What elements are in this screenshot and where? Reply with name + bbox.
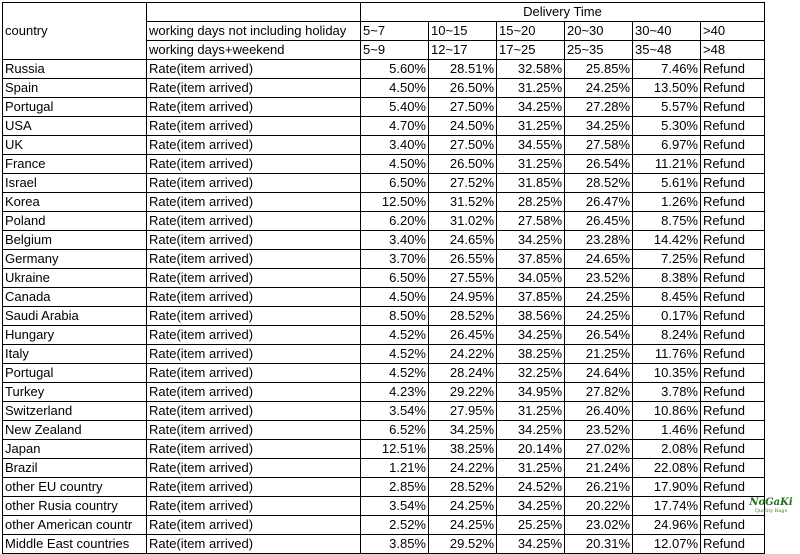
table-row [3, 516, 765, 535]
refund-cell[interactable]: Refund [701, 231, 765, 250]
rate-value-cell[interactable]: 32.58% [497, 60, 565, 79]
rate-value-cell[interactable]: 13.50% [633, 79, 701, 98]
country-cell[interactable]: other Rusia country [3, 497, 147, 516]
rate-value-cell[interactable]: 24.25% [565, 307, 633, 326]
rate-value-cell[interactable]: 27.95% [429, 402, 497, 421]
rate-value-cell[interactable]: 4.50% [361, 288, 429, 307]
rate-label-cell[interactable]: Rate(item arrived) [147, 117, 361, 136]
rate-value-cell[interactable]: 38.25% [497, 345, 565, 364]
rate-value-cell[interactable]: 34.25% [497, 326, 565, 345]
country-cell[interactable]: Middle East countries [3, 535, 147, 554]
country-cell[interactable]: Portugal [3, 98, 147, 117]
rate-value-cell[interactable]: 3.70% [361, 250, 429, 269]
rate-value-cell[interactable]: 37.85% [497, 250, 565, 269]
country-cell[interactable]: Italy [3, 345, 147, 364]
table-row [3, 459, 765, 478]
rate-label-cell[interactable]: Rate(item arrived) [147, 79, 361, 98]
rate-label-cell[interactable]: Rate(item arrived) [147, 516, 361, 535]
country-cell[interactable]: Switzerland [3, 402, 147, 421]
delivery-time-header[interactable]: Delivery Time [361, 3, 765, 22]
rate-value-cell[interactable]: 8.50% [361, 307, 429, 326]
rate-value-cell[interactable]: 34.95% [497, 383, 565, 402]
country-cell[interactable]: Canada [3, 288, 147, 307]
rate-label-cell[interactable]: Rate(item arrived) [147, 440, 361, 459]
rate-value-cell[interactable]: 23.02% [565, 516, 633, 535]
range-weekend-3[interactable]: 17~25 [497, 41, 565, 60]
rate-value-cell[interactable]: 31.02% [429, 212, 497, 231]
table-row [3, 212, 765, 231]
rate-value-cell[interactable]: 31.25% [497, 459, 565, 478]
rate-value-cell[interactable]: 11.21% [633, 155, 701, 174]
rate-value-cell[interactable]: 31.85% [497, 174, 565, 193]
country-cell[interactable]: Spain [3, 79, 147, 98]
rate-value-cell[interactable]: 31.25% [497, 402, 565, 421]
rate-value-cell[interactable]: 24.50% [429, 117, 497, 136]
rate-value-cell[interactable]: 23.52% [565, 421, 633, 440]
country-cell[interactable]: Germany [3, 250, 147, 269]
rate-value-cell[interactable]: 1.46% [633, 421, 701, 440]
rate-value-cell[interactable]: 4.50% [361, 155, 429, 174]
rate-value-cell[interactable]: 4.23% [361, 383, 429, 402]
refund-cell[interactable]: Refund [701, 535, 765, 554]
rate-value-cell[interactable]: 24.25% [429, 516, 497, 535]
rate-value-cell[interactable]: 27.58% [497, 212, 565, 231]
rate-value-cell[interactable]: 20.22% [565, 497, 633, 516]
rate-value-cell[interactable]: 27.58% [565, 136, 633, 155]
refund-cell[interactable]: Refund [701, 155, 765, 174]
rate-label-cell[interactable]: Rate(item arrived) [147, 459, 361, 478]
rate-value-cell[interactable]: 3.78% [633, 383, 701, 402]
rate-value-cell[interactable]: 0.17% [633, 307, 701, 326]
delivery-time-table [2, 2, 765, 554]
rate-value-cell[interactable]: 28.25% [497, 193, 565, 212]
rate-value-cell[interactable]: 24.52% [497, 478, 565, 497]
range-working-6[interactable]: >40 [701, 22, 765, 41]
rate-value-cell[interactable]: 24.65% [565, 250, 633, 269]
rate-value-cell[interactable]: 27.52% [429, 174, 497, 193]
table-row [3, 478, 765, 497]
rate-value-cell[interactable]: 24.65% [429, 231, 497, 250]
rate-value-cell[interactable]: 21.24% [565, 459, 633, 478]
rate-value-cell[interactable]: 6.50% [361, 269, 429, 288]
country-cell[interactable]: Israel [3, 174, 147, 193]
rate-value-cell[interactable]: 27.50% [429, 98, 497, 117]
country-cell[interactable]: Saudi Arabia [3, 307, 147, 326]
rate-value-cell[interactable]: 31.25% [497, 79, 565, 98]
rate-value-cell[interactable]: 5.30% [633, 117, 701, 136]
rate-value-cell[interactable]: 24.25% [565, 288, 633, 307]
rate-label-cell[interactable]: Rate(item arrived) [147, 193, 361, 212]
rate-value-cell[interactable]: 26.54% [565, 326, 633, 345]
country-cell[interactable]: Korea [3, 193, 147, 212]
rate-value-cell[interactable]: 12.51% [361, 440, 429, 459]
rate-value-cell[interactable]: 24.96% [633, 516, 701, 535]
rate-label-cell[interactable]: Rate(item arrived) [147, 307, 361, 326]
country-cell[interactable]: UK [3, 136, 147, 155]
refund-cell[interactable]: Refund [701, 345, 765, 364]
rate-value-cell[interactable]: 3.40% [361, 231, 429, 250]
refund-cell[interactable]: Refund [701, 459, 765, 478]
rate-value-cell[interactable]: 24.22% [429, 345, 497, 364]
rate-value-cell[interactable]: 17.90% [633, 478, 701, 497]
range-weekend-6[interactable]: >48 [701, 41, 765, 60]
rate-value-cell[interactable]: 14.42% [633, 231, 701, 250]
table-row [3, 250, 765, 269]
table-row [3, 231, 765, 250]
rate-value-cell[interactable]: 31.52% [429, 193, 497, 212]
table-row [3, 136, 765, 155]
rate-value-cell[interactable]: 12.50% [361, 193, 429, 212]
rate-label-cell[interactable]: Rate(item arrived) [147, 250, 361, 269]
rate-value-cell[interactable]: 4.50% [361, 79, 429, 98]
rate-value-cell[interactable]: 10.86% [633, 402, 701, 421]
country-cell[interactable]: other EU country [3, 478, 147, 497]
rate-value-cell[interactable]: 7.25% [633, 250, 701, 269]
table-row [3, 174, 765, 193]
country-cell[interactable]: Japan [3, 440, 147, 459]
rate-value-cell[interactable]: 10.35% [633, 364, 701, 383]
rate-value-cell[interactable]: 4.52% [361, 326, 429, 345]
rate-value-cell[interactable]: 20.31% [565, 535, 633, 554]
rate-value-cell[interactable]: 38.25% [429, 440, 497, 459]
rate-value-cell[interactable]: 5.60% [361, 60, 429, 79]
working-days-label[interactable]: working days not including holiday [147, 22, 361, 41]
table-row [3, 326, 765, 345]
rate-value-cell[interactable]: 38.56% [497, 307, 565, 326]
rate-value-cell[interactable]: 2.85% [361, 478, 429, 497]
refund-cell[interactable]: Refund [701, 516, 765, 535]
table-row [3, 193, 765, 212]
logo-subtext: Quality Bags [754, 508, 788, 514]
rate-value-cell[interactable]: 34.25% [565, 117, 633, 136]
refund-cell[interactable]: Refund [701, 269, 765, 288]
rate-value-cell[interactable]: 1.21% [361, 459, 429, 478]
refund-cell[interactable]: Refund [701, 307, 765, 326]
rate-label-cell[interactable]: Rate(item arrived) [147, 155, 361, 174]
range-weekend-2[interactable]: 12~17 [429, 41, 497, 60]
rate-value-cell[interactable]: 6.50% [361, 174, 429, 193]
rate-value-cell[interactable]: 34.25% [497, 497, 565, 516]
rate-value-cell[interactable]: 24.64% [565, 364, 633, 383]
range-working-4[interactable]: 20~30 [565, 22, 633, 41]
table-row [3, 98, 765, 117]
range-working-1[interactable]: 5~7 [361, 22, 429, 41]
rate-value-cell[interactable]: 27.55% [429, 269, 497, 288]
rate-label-cell[interactable]: Rate(item arrived) [147, 497, 361, 516]
table-row [3, 345, 765, 364]
rate-label-cell[interactable]: Rate(item arrived) [147, 478, 361, 497]
rate-value-cell[interactable]: 27.50% [429, 136, 497, 155]
rate-value-cell[interactable]: 29.22% [429, 383, 497, 402]
rate-value-cell[interactable]: 28.52% [429, 307, 497, 326]
rate-value-cell[interactable]: 28.52% [429, 478, 497, 497]
country-cell[interactable]: Portugal [3, 364, 147, 383]
table-row [3, 364, 765, 383]
rate-value-cell[interactable]: 6.97% [633, 136, 701, 155]
rate-value-cell[interactable]: 26.50% [429, 155, 497, 174]
rate-value-cell[interactable]: 22.08% [633, 459, 701, 478]
rate-label-cell[interactable]: Rate(item arrived) [147, 326, 361, 345]
country-cell[interactable]: Poland [3, 212, 147, 231]
rate-value-cell[interactable]: 26.21% [565, 478, 633, 497]
rate-value-cell[interactable]: 26.50% [429, 79, 497, 98]
country-cell[interactable]: Ukraine [3, 269, 147, 288]
rate-value-cell[interactable]: 4.52% [361, 364, 429, 383]
rate-value-cell[interactable]: 1.26% [633, 193, 701, 212]
refund-cell[interactable]: Refund [701, 250, 765, 269]
table-row [3, 155, 765, 174]
rate-value-cell[interactable]: 24.25% [565, 79, 633, 98]
rate-value-cell[interactable]: 31.25% [497, 155, 565, 174]
range-working-5[interactable]: 30~40 [633, 22, 701, 41]
logo-text: NoGaKi [749, 497, 793, 508]
rate-value-cell[interactable]: 3.40% [361, 136, 429, 155]
table-row [3, 383, 765, 402]
rate-label-cell[interactable]: Rate(item arrived) [147, 212, 361, 231]
rate-label-cell[interactable]: Rate(item arrived) [147, 98, 361, 117]
rate-value-cell[interactable]: 2.08% [633, 440, 701, 459]
country-cell[interactable]: Belgium [3, 231, 147, 250]
rate-value-cell[interactable]: 26.47% [565, 193, 633, 212]
rate-value-cell[interactable]: 2.52% [361, 516, 429, 535]
rate-value-cell[interactable]: 34.55% [497, 136, 565, 155]
refund-cell[interactable]: Refund [701, 117, 765, 136]
range-weekend-4[interactable]: 25~35 [565, 41, 633, 60]
rate-value-cell[interactable]: 20.14% [497, 440, 565, 459]
rate-value-cell[interactable]: 24.95% [429, 288, 497, 307]
country-cell[interactable]: USA [3, 117, 147, 136]
range-weekend-5[interactable]: 35~48 [633, 41, 701, 60]
table-row [3, 269, 765, 288]
rate-value-cell[interactable]: 5.40% [361, 98, 429, 117]
table-row [3, 117, 765, 136]
table-row [3, 402, 765, 421]
header-row-title [3, 3, 765, 22]
rate-value-cell[interactable]: 3.54% [361, 497, 429, 516]
rate-value-cell[interactable]: 28.52% [565, 174, 633, 193]
rate-value-cell[interactable]: 21.25% [565, 345, 633, 364]
refund-cell[interactable]: Refund [701, 421, 765, 440]
rate-label-cell[interactable]: Rate(item arrived) [147, 60, 361, 79]
rate-value-cell[interactable]: 34.25% [497, 535, 565, 554]
weekend-days-label[interactable]: working days+weekend [147, 41, 361, 60]
refund-cell[interactable]: Refund [701, 60, 765, 79]
refund-cell[interactable]: Refund [701, 497, 765, 516]
refund-cell[interactable]: Refund [701, 364, 765, 383]
country-cell[interactable]: Brazil [3, 459, 147, 478]
rate-value-cell[interactable]: 26.54% [565, 155, 633, 174]
table-row [3, 497, 765, 516]
rate-value-cell[interactable]: 24.25% [429, 497, 497, 516]
header-empty-cell[interactable] [147, 3, 361, 22]
rate-value-cell[interactable]: 34.25% [497, 421, 565, 440]
rate-label-cell[interactable]: Rate(item arrived) [147, 288, 361, 307]
range-weekend-1[interactable]: 5~9 [361, 41, 429, 60]
rate-value-cell[interactable]: 27.02% [565, 440, 633, 459]
table-row [3, 79, 765, 98]
refund-cell[interactable]: Refund [701, 174, 765, 193]
rate-label-cell[interactable]: Rate(item arrived) [147, 364, 361, 383]
rate-value-cell[interactable]: 27.28% [565, 98, 633, 117]
rate-label-cell[interactable]: Rate(item arrived) [147, 421, 361, 440]
refund-cell[interactable]: Refund [701, 193, 765, 212]
refund-cell[interactable]: Refund [701, 383, 765, 402]
country-header[interactable]: country [3, 3, 147, 60]
rate-value-cell[interactable]: 34.25% [497, 231, 565, 250]
range-working-2[interactable]: 10~15 [429, 22, 497, 41]
rate-value-cell[interactable]: 23.28% [565, 231, 633, 250]
rate-label-cell[interactable]: Rate(item arrived) [147, 174, 361, 193]
table-row [3, 440, 765, 459]
refund-cell[interactable]: Refund [701, 402, 765, 421]
refund-cell[interactable]: Refund [701, 212, 765, 231]
table-row [3, 288, 765, 307]
rate-value-cell[interactable]: 27.82% [565, 383, 633, 402]
rate-label-cell[interactable]: Rate(item arrived) [147, 345, 361, 364]
rate-value-cell[interactable]: 8.45% [633, 288, 701, 307]
table-row [3, 60, 765, 79]
rate-value-cell[interactable]: 4.70% [361, 117, 429, 136]
rate-value-cell[interactable]: 8.38% [633, 269, 701, 288]
rate-value-cell[interactable]: 26.40% [565, 402, 633, 421]
rate-value-cell[interactable]: 12.07% [633, 535, 701, 554]
country-cell[interactable]: other American countr [3, 516, 147, 535]
refund-cell[interactable]: Refund [701, 440, 765, 459]
refund-cell[interactable]: Refund [701, 79, 765, 98]
rate-label-cell[interactable]: Rate(item arrived) [147, 231, 361, 250]
rate-value-cell[interactable]: 23.52% [565, 269, 633, 288]
rate-value-cell[interactable]: 34.25% [429, 421, 497, 440]
rate-value-cell[interactable]: 5.57% [633, 98, 701, 117]
rate-value-cell[interactable]: 31.25% [497, 117, 565, 136]
country-cell[interactable]: France [3, 155, 147, 174]
rate-value-cell[interactable]: 25.85% [565, 60, 633, 79]
rate-value-cell[interactable]: 25.25% [497, 516, 565, 535]
rate-value-cell[interactable]: 6.52% [361, 421, 429, 440]
rate-value-cell[interactable]: 26.45% [429, 326, 497, 345]
rate-value-cell[interactable]: 34.05% [497, 269, 565, 288]
refund-cell[interactable]: Refund [701, 326, 765, 345]
rate-label-cell[interactable]: Rate(item arrived) [147, 383, 361, 402]
rate-value-cell[interactable]: 8.75% [633, 212, 701, 231]
rate-value-cell[interactable]: 26.55% [429, 250, 497, 269]
rate-label-cell[interactable]: Rate(item arrived) [147, 269, 361, 288]
rate-value-cell[interactable]: 28.51% [429, 60, 497, 79]
rate-value-cell[interactable]: 24.22% [429, 459, 497, 478]
range-working-3[interactable]: 15~20 [497, 22, 565, 41]
refund-cell[interactable]: Refund [701, 98, 765, 117]
rate-value-cell[interactable]: 8.24% [633, 326, 701, 345]
rate-value-cell[interactable]: 29.52% [429, 535, 497, 554]
rate-value-cell[interactable]: 6.20% [361, 212, 429, 231]
refund-cell[interactable]: Refund [701, 478, 765, 497]
rate-value-cell[interactable]: 4.52% [361, 345, 429, 364]
rate-value-cell[interactable]: 26.45% [565, 212, 633, 231]
refund-cell[interactable]: Refund [701, 288, 765, 307]
rate-value-cell[interactable]: 7.46% [633, 60, 701, 79]
rate-value-cell[interactable]: 3.85% [361, 535, 429, 554]
rate-value-cell[interactable]: 28.24% [429, 364, 497, 383]
rate-value-cell[interactable]: 37.85% [497, 288, 565, 307]
rate-value-cell[interactable]: 17.74% [633, 497, 701, 516]
rate-value-cell[interactable]: 11.76% [633, 345, 701, 364]
rate-value-cell[interactable]: 32.25% [497, 364, 565, 383]
country-cell[interactable]: Russia [3, 60, 147, 79]
rate-label-cell[interactable]: Rate(item arrived) [147, 402, 361, 421]
rate-value-cell[interactable]: 5.61% [633, 174, 701, 193]
table-row [3, 421, 765, 440]
country-cell[interactable]: Hungary [3, 326, 147, 345]
rate-label-cell[interactable]: Rate(item arrived) [147, 535, 361, 554]
country-cell[interactable]: New Zealand [3, 421, 147, 440]
rate-label-cell[interactable]: Rate(item arrived) [147, 136, 361, 155]
rate-value-cell[interactable]: 3.54% [361, 402, 429, 421]
table-row [3, 307, 765, 326]
refund-cell[interactable]: Refund [701, 136, 765, 155]
rate-value-cell[interactable]: 34.25% [497, 98, 565, 117]
country-cell[interactable]: Turkey [3, 383, 147, 402]
